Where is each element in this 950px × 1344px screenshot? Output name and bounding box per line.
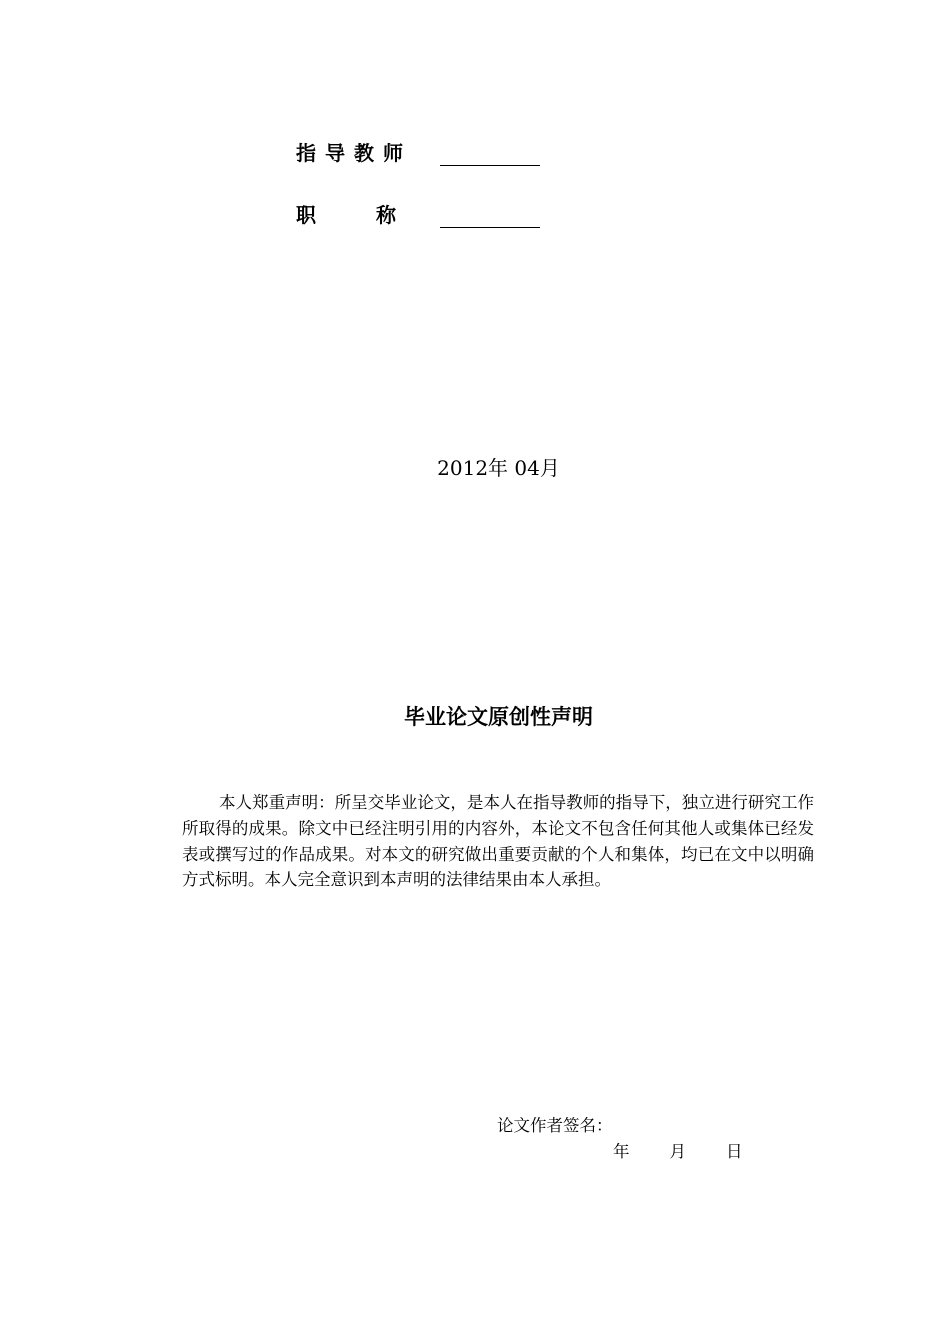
signature-date-day: 日 bbox=[726, 1142, 743, 1161]
advisor-label: 指导教师 bbox=[296, 141, 412, 165]
signature-date-month: 月 bbox=[669, 1142, 686, 1161]
signature-date bbox=[613, 1139, 743, 1165]
declaration-heading: 毕业论文原创性声明 bbox=[404, 705, 593, 729]
advisor-blank-line[interactable] bbox=[440, 143, 540, 166]
professional-title-field bbox=[296, 198, 540, 228]
professional-title-label: 职 称 bbox=[296, 203, 396, 227]
advisor-field bbox=[296, 136, 540, 166]
author-signature-label: 论文作者签名： bbox=[497, 1116, 613, 1135]
signature-date-year: 年 bbox=[613, 1142, 630, 1161]
declaration-body: 本人郑重声明：所呈交毕业论文，是本人在指导教师的指导下，独立进行研究工作所取得的成果。除文中已经注明引用的内容外，本论文不包含任何其他人或集体已经发表或撰写过的作品成果。对本文的研究做出重要贡献的个人和集体，均已在文中以明确方式标明。本人完全意识到本声明的法律结果由本人承担。 bbox=[182, 793, 814, 890]
professional-title-blank-line[interactable] bbox=[440, 205, 540, 228]
submission-date: 2012年 04月 bbox=[437, 456, 560, 480]
